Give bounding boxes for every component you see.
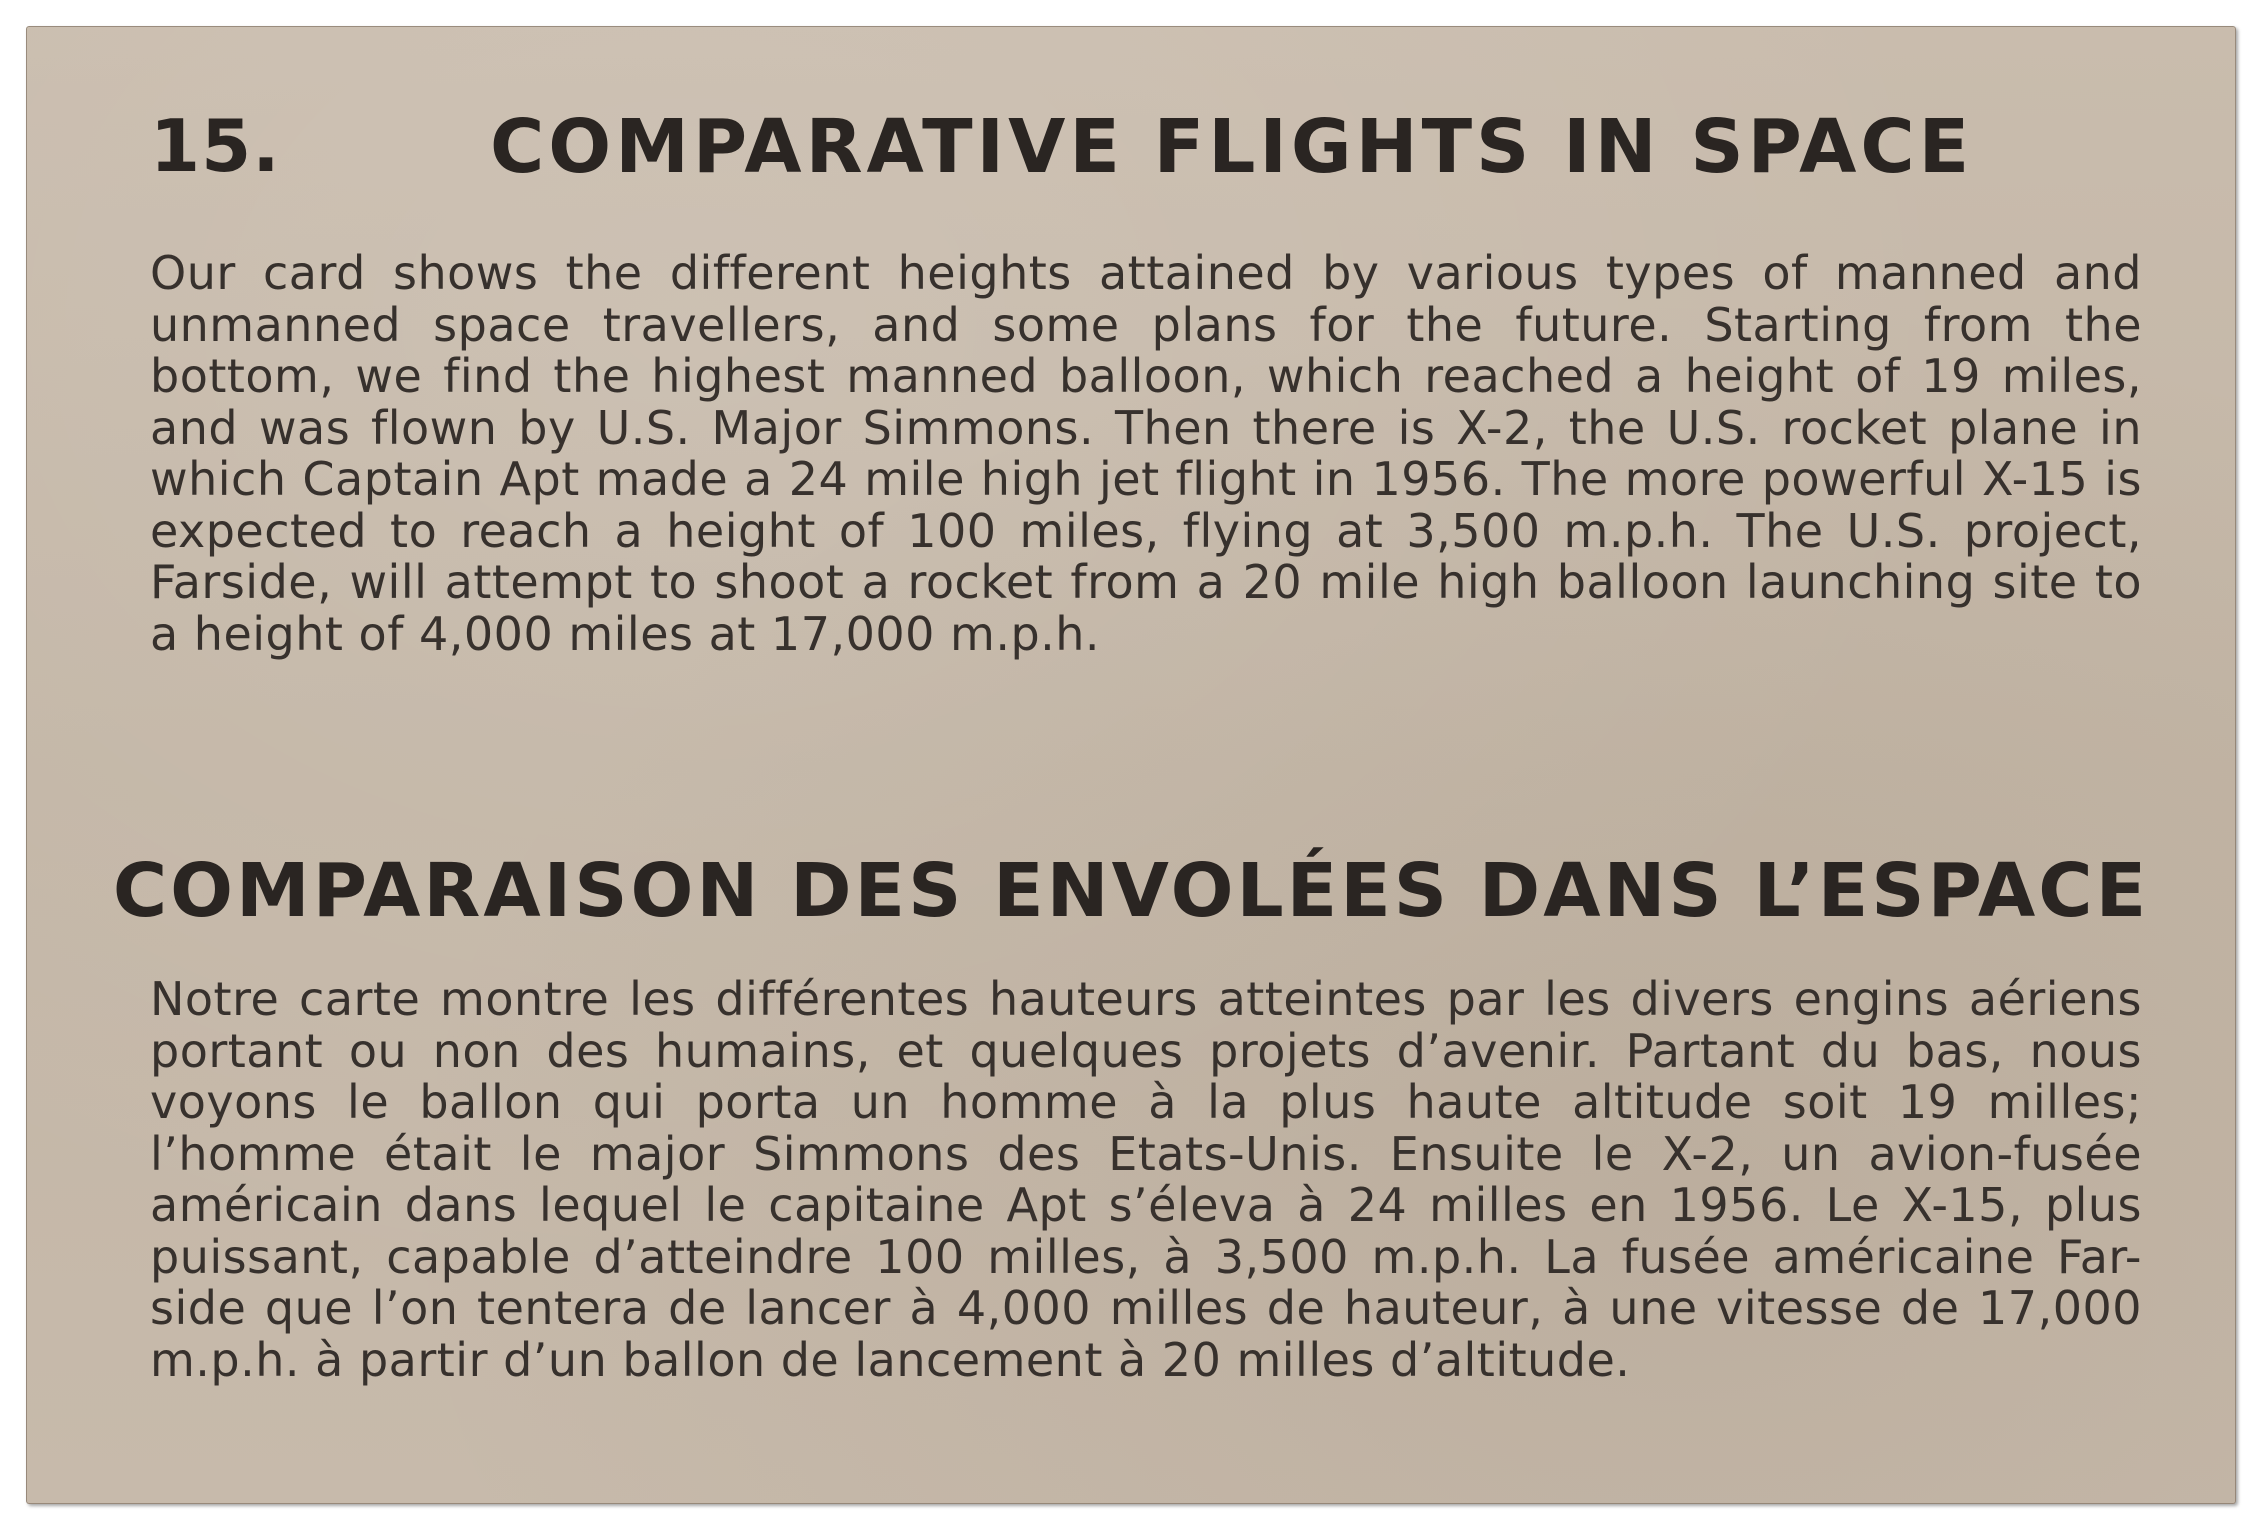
french-paragraph: Notre carte montre les différentes hauteurs atteintes par les divers engins aériens portant ou non des humains, et quelques projets d’avenir. Partant du bas, nous voyons le ballon qui porta un homme à la plus haute altitude soit 19 milles; l’homme était le major Simmons des Etats-Unis. Ensuite le X-2, un avion-fusée américain dans lequel le capitaine Apt s’éleva à 24 milles en 1956. Le X-15, plus puissant, capable d’atteindre 100 milles, à 3,500 m.p.h. La fusée américaine Far-side que l’on tentera de lancer à 4,000 milles de hauteur, à une vitesse de 17,000 m.p.h. à partir d’un ballon de lancement à 20 milles d’altitude. — [150, 972, 2142, 1387]
card-number: 15. — [150, 104, 281, 188]
english-paragraph: Our card shows the different heights attained by various types of manned and unmanned space travellers, and some plans for the future. Starting from the bottom, we find the highest manned balloon, which reached a height of 19 miles, and was flown by U.S. Major Simmons. Then there is X-2, the U.S. rocket plane in which Captain Apt made a 24 mile high jet flight in 1956. The more powerful X-15 is expected to reach a height of 100 miles, flying at 3,500 m.p.h. The U.S. project, Farside, will attempt to shoot a rocket from a 20 mile high balloon launching site to a height of 4,000 miles at 17,000 m.p.h. — [150, 246, 2142, 661]
french-title: COMPARAISON DES ENVOLÉES DANS L’ESPACE — [112, 848, 2150, 934]
english-header — [150, 104, 1974, 194]
trading-card-back — [26, 26, 2236, 1504]
english-title: COMPARATIVE FLIGHTS IN SPACE — [490, 104, 1974, 190]
